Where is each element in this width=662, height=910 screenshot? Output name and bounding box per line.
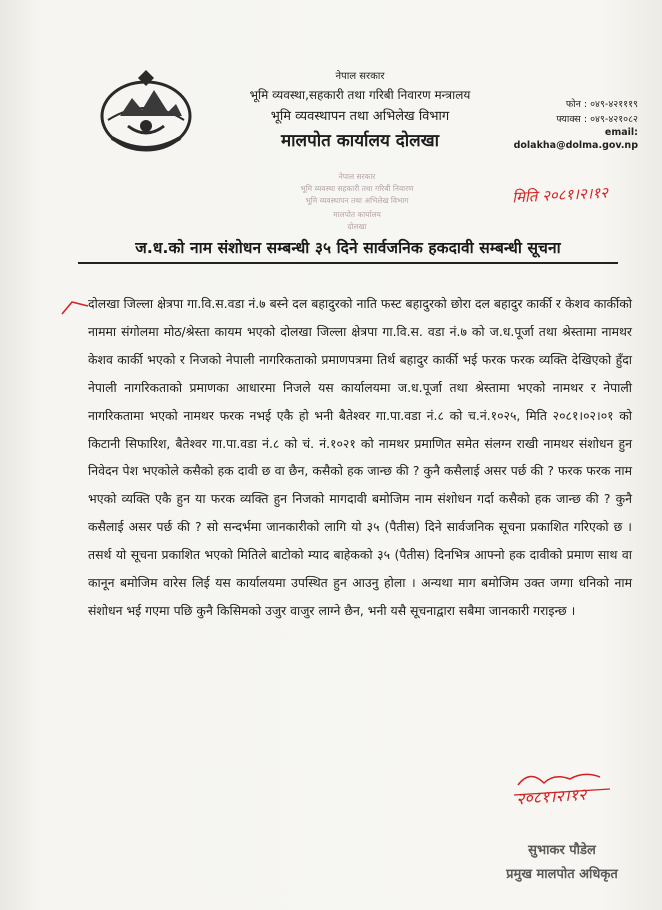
stamp-line: भूमि व्यवस्थापन तथा अभिलेख विभाग xyxy=(305,196,409,205)
notice-title: ज.ध.को नाम संशोधन सम्बन्धी ३५ दिने सार्वजनिक हकदावी सम्बन्धी सूचना xyxy=(135,239,561,257)
header-department: भूमि व्यवस्थापन तथा अभिलेख विभाग xyxy=(270,109,450,124)
contact-email-label: email: xyxy=(604,127,638,138)
stamp-line: मालपोत कार्यालय xyxy=(333,210,381,219)
stamp-line: दोलखा xyxy=(347,222,367,231)
contact-fax: फ्याक्स : ०४९-४२१०८२ xyxy=(556,114,638,125)
officer-name: सुभाकर पौडेल xyxy=(528,843,596,858)
stamp-line: नेपाल सरकार xyxy=(338,172,376,181)
office-stamp xyxy=(282,158,432,248)
contact-email: dolakha@dolma.gov.np xyxy=(513,140,638,151)
notice-body: दोलखा जिल्ला क्षेत्रपा गा.वि.स.वडा नं.७ बस्ने दल बहादुरको नाति फस्ट बहादुरको छोरा दल बहादुर कार्की र केशव कार्कीको नाममा संगोलमा मोठ/श्रेस्ता कायम भएको दोलखा जिल्ला क्षेत्रपा गा.वि.स. वडा नं.७ को ज.ध.पूर्जा तथा श्रेस्तामा नामथर केशव कार्की भएको र निजको नेपाली नागरिकताको प्रमाणपत्रमा तिर्थ बहादुर कार्की भई फरक फरक व्यक्ति देखिएको हुँदा नेपाली नागरिकताको प्रमाणका आधारमा निजले यस कार्यालयमा ज.ध.पूर्जा तथा श्रेस्तामा भएको नामथर र नेपाली नागरिकतामा भएको नामथर फरक नभई एकै हो भनी बैतेश्वर गा.पा.वडा नं.८ को च.नं.१०२५, मिति २०८१।०२।०१ को किटानी सिफारिश, बैतेश्वर गा.पा.वडा नं.८ को चं. नं.१०२१ को नामथर प्रमाणित समेत संलग्न राखी नामथर संशोधन हुन निवेदन पेश भएकोले कसैको हक दावी छ वा छैन, कसैको हक जान्छ की ? कुनै कसैलाई असर पर्छ की ? फरक फरक नाम भएको व्यक्ति एकै हुन या फरक व्यक्ति हुन निजको मागदावी बमोजिम नाम संशोधन गर्दा कसैको हक जान्छ की ? कुनै कसैलाई असर पर्छ की ? सो सन्दर्भमा जानकारीको लागि यो ३५ (पैतीस) दिने सार्वजनिक सूचना प्रकाशित गरिएको छ । तसर्थ यो सूचना प्रकाशित भएको मितिले बाटोको म्याद बाहेकको ३५ (पैतीस) दिनभित्र आफ्नो हक दावीको प्रमाण साथ वा कानून बमोजिम वारेस लिई यस कार्यालयमा उपस्थित हुन आउनु होला । अन्यथा माग बमोजिम उक्त जग्गा धनिको नाम संशोधन भई गएमा पछि कुनै किसिमको उजुर वाजुर लाग्ने छैन, भनी यसै सूचनाद्वारा सबैमा जानकारी गराइन्छ । xyxy=(88,296,632,618)
header-ministry: भूमि व्यवस्था,सहकारी तथा गरिबी निवारण मन्त्रालय xyxy=(249,88,471,102)
red-tick-mark-icon xyxy=(60,298,90,318)
handwritten-date: मिति २०८१।२।१२ xyxy=(511,183,609,207)
contact-phone: फोन : ०४९-४२१११९ xyxy=(565,99,638,110)
header-government: नेपाल सरकार xyxy=(335,71,385,82)
signature-date: २०८१।२।१२ xyxy=(515,784,587,809)
officer-role: प्रमुख मालपोत अधिकृत xyxy=(506,867,618,882)
stamp-line: भूमि व्यवस्था सहकारी तथा गरिबी निवारण xyxy=(300,184,414,193)
header-office: मालपोत कार्यालय दोलखा xyxy=(280,131,440,151)
title-underline xyxy=(78,262,618,264)
